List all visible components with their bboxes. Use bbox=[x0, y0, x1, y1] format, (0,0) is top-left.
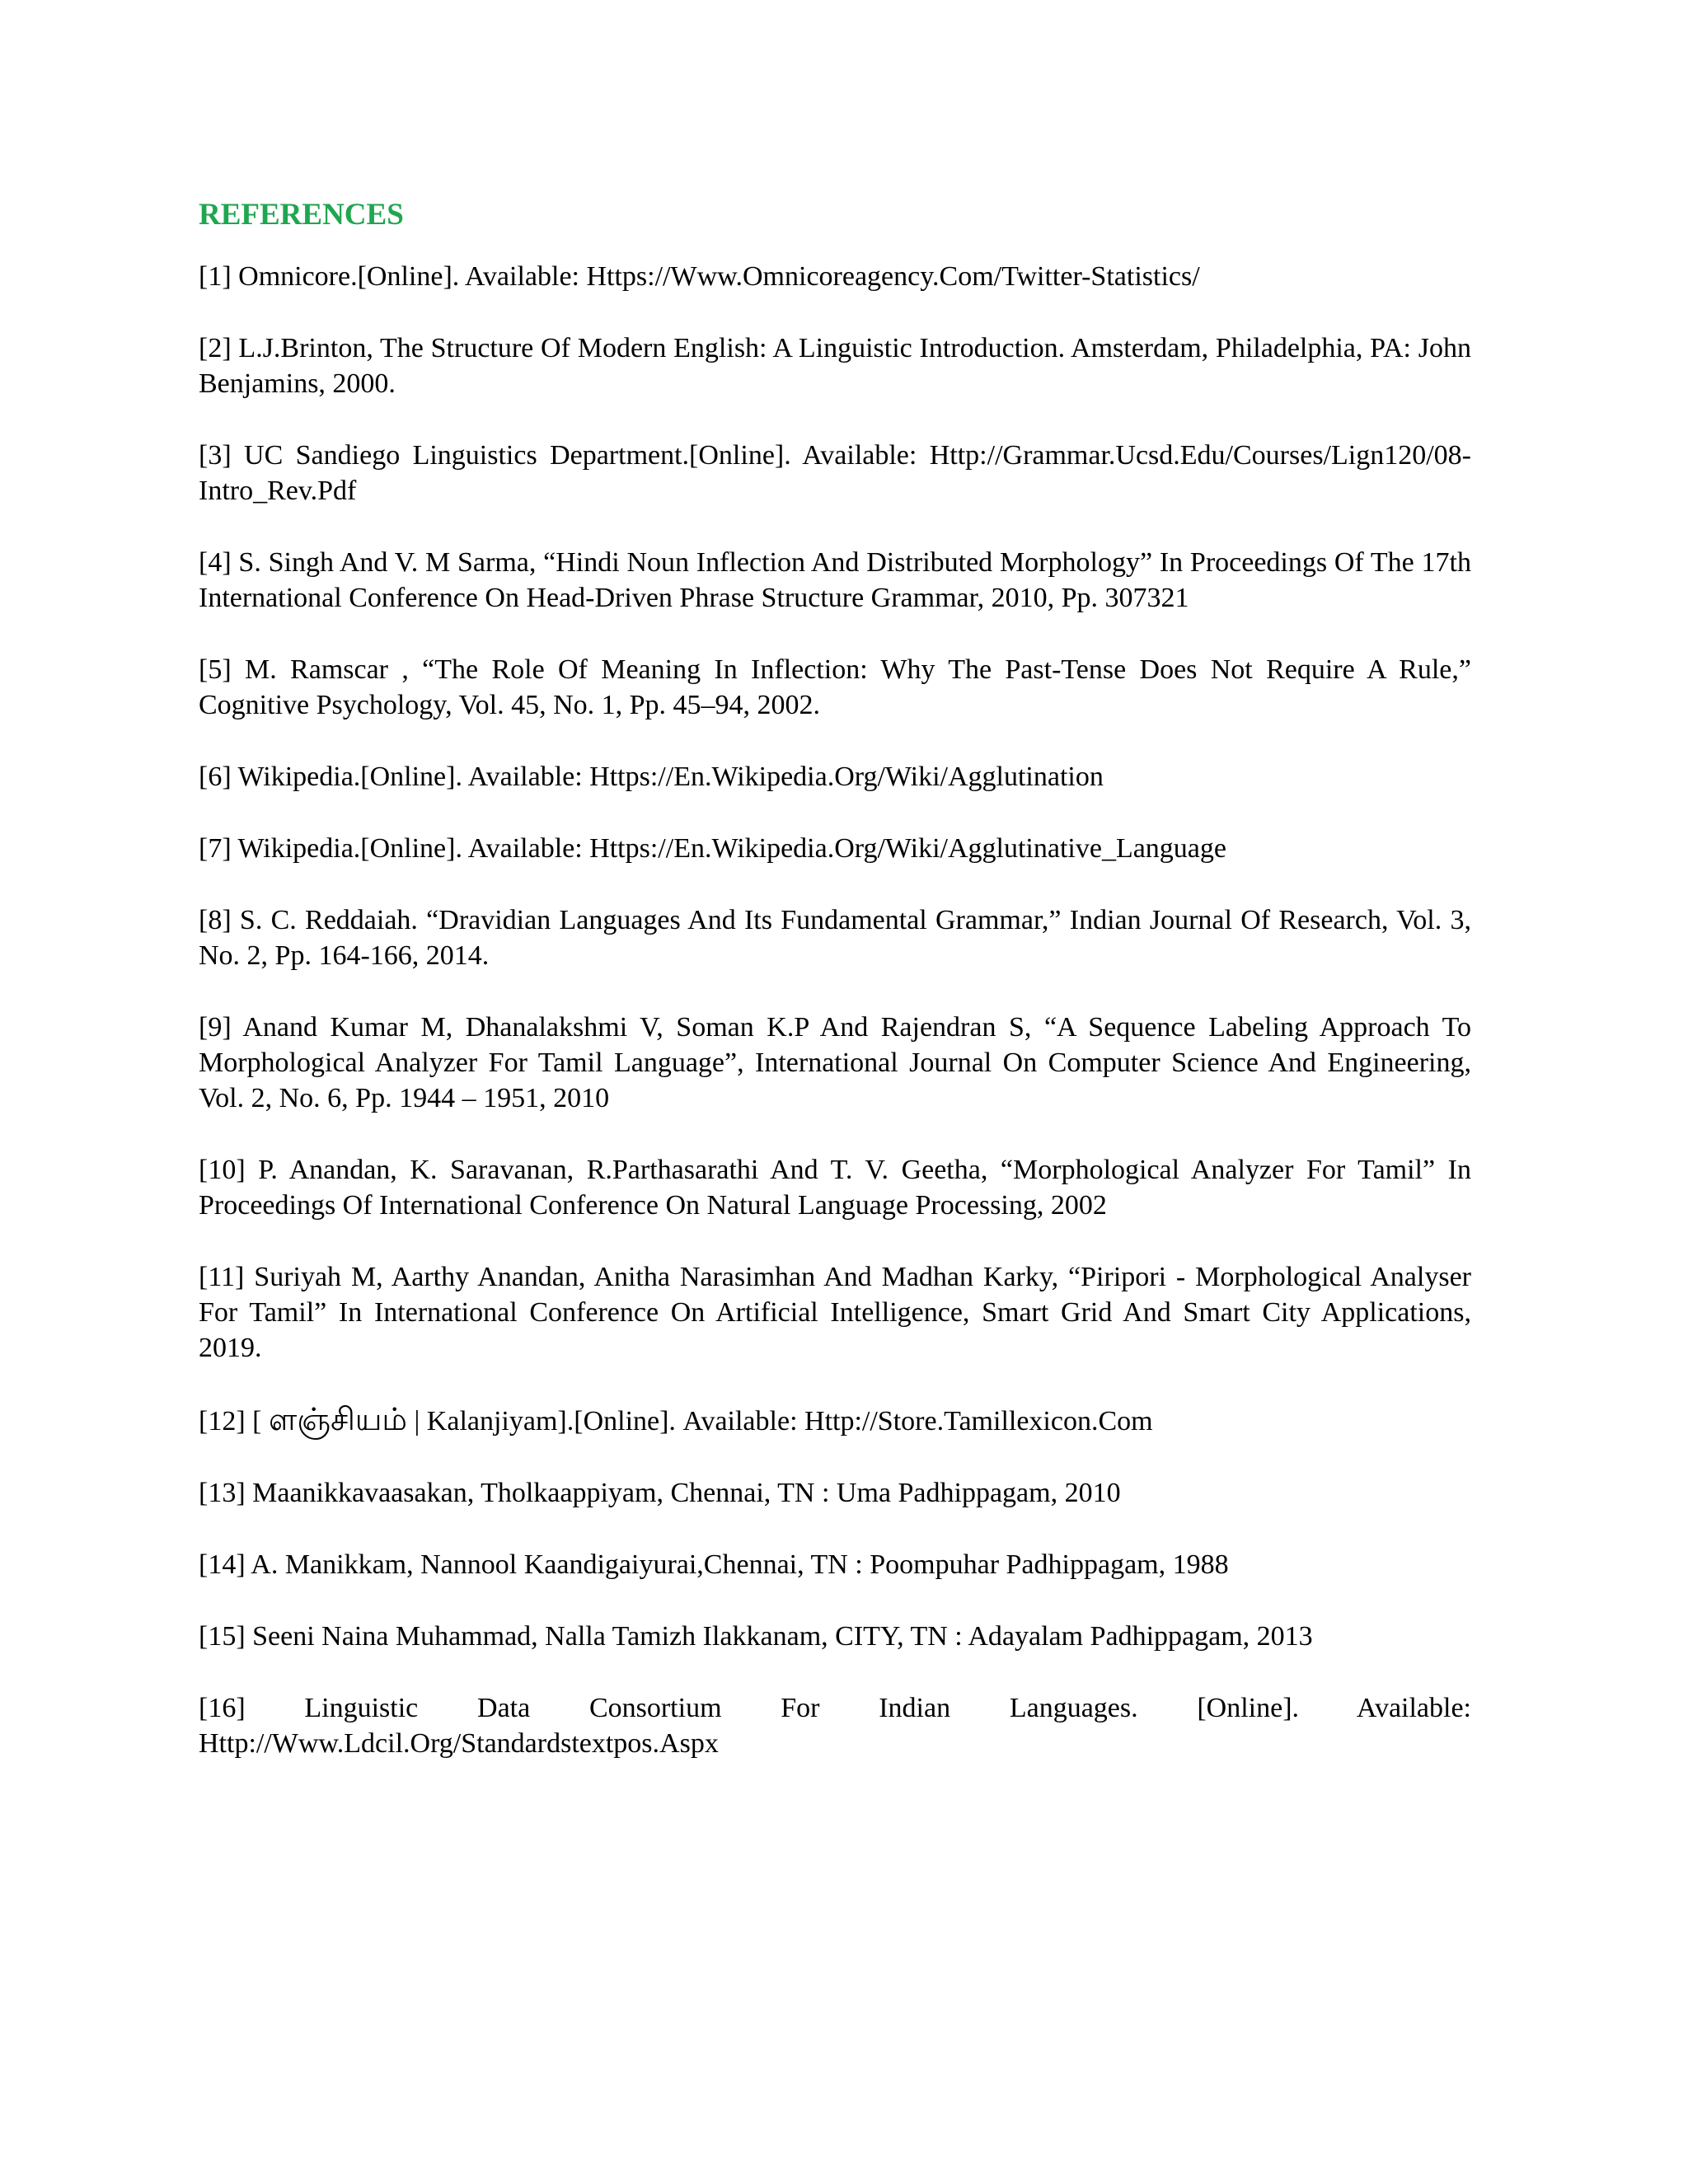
reference-12-tamil-text: ளஞ்சியம் bbox=[268, 1401, 407, 1437]
references-heading: REFERENCES bbox=[199, 198, 404, 232]
reference-5: [5] M. Ramscar , “The Role Of Meaning In Inflection: Why The Past-Tense Does Not Require A Rule,” Cognitive Psychology, Vol. 45, No. 1, Pp. 45–94, 2002. bbox=[199, 654, 1471, 720]
reference-4: [4] S. Singh And V. M Sarma, “Hindi Noun Inflection And Distributed Morphology” In Proceedings Of The 17th International Conference On Head-Driven Phrase Structure Grammar, 2010, Pp. 307321 bbox=[199, 547, 1471, 613]
reference-12-suffix: | Kalanjiyam].[Online]. Available: Http://Store.Tamillexicon.Com bbox=[407, 1406, 1153, 1436]
reference-3: [3] UC Sandiego Linguistics Department.[Online]. Available: Http://Grammar.Ucsd.Edu/Courses/Lign120/08-Intro_Rev.Pdf bbox=[199, 440, 1471, 506]
reference-1: [1] Omnicore.[Online]. Available: Https://Www.Omnicoreagency.Com/Twitter-Statistics/ bbox=[199, 261, 1200, 292]
reference-list bbox=[199, 259, 1471, 1761]
reference-7: [7] Wikipedia.[Online]. Available: Https://En.Wikipedia.Org/Wiki/Agglutinative_Language bbox=[199, 833, 1226, 864]
reference-2: [2] L.J.Brinton, The Structure Of Modern English: A Linguistic Introduction. Amsterdam, Philadelphia, PA: John Benjamins, 2000. bbox=[199, 333, 1471, 399]
reference-13: [13] Maanikkavaasakan, Tholkaappiyam, Chennai, TN : Uma Padhippagam, 2010 bbox=[199, 1478, 1121, 1508]
reference-12 bbox=[199, 1402, 1471, 1439]
references-page bbox=[199, 196, 1471, 1797]
reference-6: [6] Wikipedia.[Online]. Available: Https://En.Wikipedia.Org/Wiki/Agglutination bbox=[199, 762, 1104, 792]
reference-15: [15] Seeni Naina Muhammad, Nalla Tamizh Ilakkanam, CITY, TN : Adayalam Padhippagam, 2013 bbox=[199, 1621, 1313, 1652]
reference-9: [9] Anand Kumar M, Dhanalakshmi V, Soman K.P And Rajendran S, “A Sequence Labeling Approach To Morphological Analyzer For Tamil Language”, International Journal On Computer Science And Engineering, Vol. 2, No. 6, Pp. 1944 – 1951, 2010 bbox=[199, 1012, 1471, 1113]
reference-12-prefix: [12] [ bbox=[199, 1406, 269, 1436]
reference-11: [11] Suriyah M, Aarthy Anandan, Anitha Narasimhan And Madhan Karky, “Piripori - Morphological Analyser For Tamil” In International Conference On Artificial Intelligence, Smart Grid And Smart City Applications, 2019. bbox=[199, 1262, 1471, 1363]
reference-10: [10] P. Anandan, K. Saravanan, R.Parthasarathi And T. V. Geetha, “Morphological Analyzer For Tamil” In Proceedings Of International Conference On Natural Language Processing, 2002 bbox=[199, 1155, 1471, 1221]
reference-14: [14] A. Manikkam, Nannool Kaandigaiyurai,Chennai, TN : Poompuhar Padhippagam, 1988 bbox=[199, 1549, 1229, 1580]
reference-8: [8] S. C. Reddaiah. “Dravidian Languages And Its Fundamental Grammar,” Indian Journal Of Research, Vol. 3, No. 2, Pp. 164-166, 2014. bbox=[199, 905, 1471, 971]
reference-16: [16] Linguistic Data Consortium For Indian Languages. [Online]. Available: Http://Www.Ldcil.Org/Standardstextpos.Aspx bbox=[199, 1693, 1471, 1759]
